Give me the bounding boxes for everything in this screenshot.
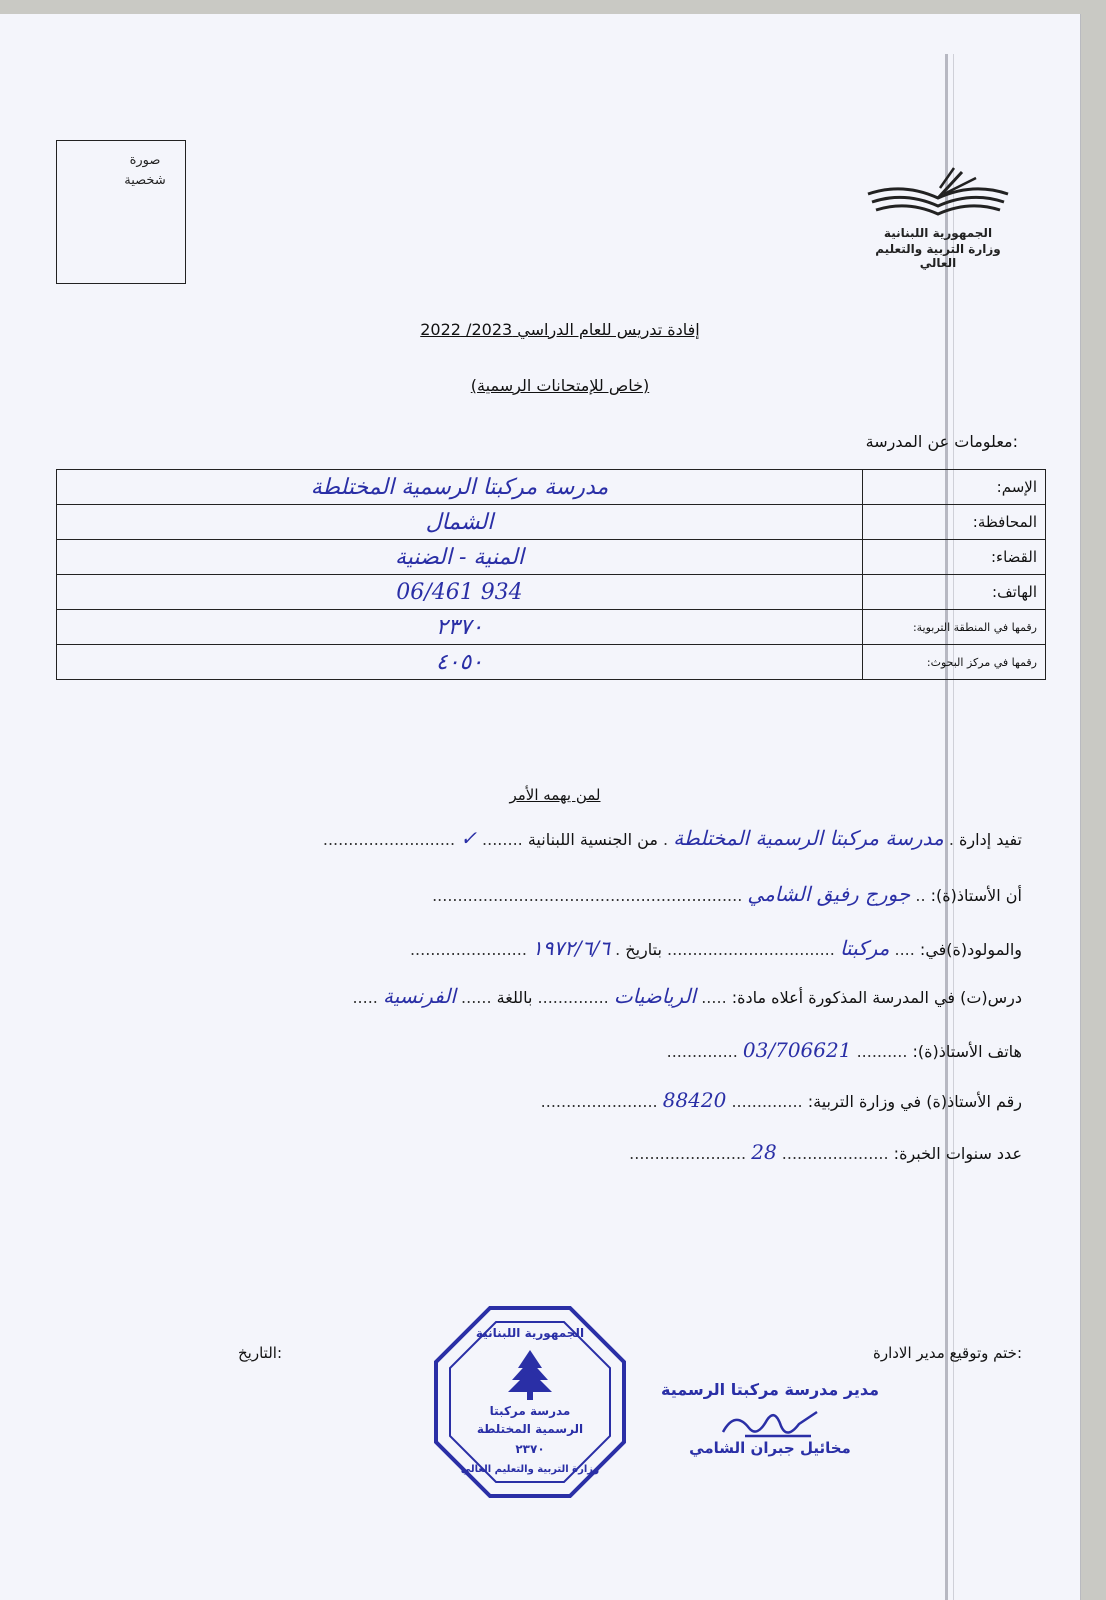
- birth-date-label: بتاريخ: [625, 940, 662, 959]
- ministry-number-line: رقم الأستاذ(ة) في وزارة التربية: .............. 88420 .......................: [540, 1088, 1022, 1112]
- teacher-phone-line: هاتف الأستاذ(ة): .......... 03/706621 ..............: [666, 1038, 1022, 1062]
- school-handwritten: مدرسة مركبتا الرسمية المختلطة: [673, 826, 944, 850]
- stamp-school-line2: الرسمية المختلطة: [476, 1422, 584, 1436]
- table-row: [57, 470, 1046, 505]
- experience-value: 28: [751, 1140, 777, 1164]
- handwritten-signature: [715, 1402, 825, 1446]
- teacher-line: أن الأستاذ(ة): .. جورج رفيق الشامي .............................................................: [432, 882, 1022, 906]
- phone-label: الهاتف:: [863, 575, 1046, 610]
- stamp-top-text: الجمهورية اللبنانية: [475, 1326, 585, 1340]
- teacher-name: جورج رفيق الشامي: [747, 882, 911, 906]
- birth-date: ١٩٧٢/٦/٦: [532, 936, 610, 960]
- experience-label: عدد سنوات الخبرة:: [893, 1144, 1022, 1163]
- stamp-bottom-text: وزارة التربية والتعليم العالي: [460, 1464, 600, 1475]
- teacher-phone-label: هاتف الأستاذ(ة):: [912, 1042, 1022, 1061]
- school-info-table: [56, 469, 1046, 680]
- stamp-number: ٢٣٧٠: [515, 1442, 545, 1456]
- district-value: المنية - الضنية: [57, 540, 863, 575]
- ministry-logo: [858, 164, 1018, 270]
- experience-line: عدد سنوات الخبرة: ..................... 28 .......................: [629, 1140, 1022, 1164]
- nationality-check: ✓: [460, 826, 477, 850]
- director-signature-block: [650, 1380, 890, 1457]
- school-section-heading: معلومات عن المدرسة:: [865, 432, 1018, 451]
- school-name-label: الإسم:: [863, 470, 1046, 505]
- governorate-value: الشمال: [57, 505, 863, 540]
- ministry-label: وزارة التربية والتعليم العالي: [875, 242, 1001, 270]
- phone-value: 06/461 934: [57, 575, 863, 610]
- language-label: باللغة: [496, 988, 533, 1007]
- research-number-value: ٤٠٥٠: [57, 645, 863, 680]
- official-stamp: [432, 1304, 628, 1500]
- teacher-phone-value: 03/706621: [742, 1038, 852, 1062]
- table-row: [57, 610, 1046, 645]
- ministry-number-label: رقم الأستاذ(ة) في وزارة التربية:: [807, 1092, 1022, 1111]
- document-subtitle: (خاص للإمتحانات الرسمية): [470, 376, 650, 395]
- table-row: [57, 575, 1046, 610]
- to-whom-heading: لمن يهمه الأمر: [509, 786, 601, 804]
- language-value: الفرنسية: [382, 984, 456, 1008]
- table-row: [57, 540, 1046, 575]
- director-name: مخائيل جبران الشامي: [689, 1439, 851, 1457]
- birth-place: مركبتا: [839, 936, 890, 960]
- governorate-label: المحافظة:: [863, 505, 1046, 540]
- teacher-prefix: أن الأستاذ(ة):: [930, 886, 1022, 905]
- stamp-school-line1: مدرسة مركبتا: [489, 1404, 571, 1418]
- document-title: إفادة تدريس للعام الدراسي 2023/ 2022: [420, 320, 700, 339]
- birth-prefix: والمولود(ة)في:: [919, 940, 1022, 959]
- subject-value: الرياضيات: [613, 984, 697, 1008]
- subject-prefix: درس(ت) في المدرسة المذكورة أعلاه مادة:: [731, 988, 1022, 1007]
- research-number-label: رقمها في مركز البحوث:: [863, 645, 1046, 680]
- photo-label: صورة شخصية: [124, 153, 166, 188]
- ministry-number-value: 88420: [662, 1088, 727, 1112]
- zone-number-value: ٢٣٧٠: [57, 610, 863, 645]
- subject-line: درس(ت) في المدرسة المذكورة أعلاه مادة: ..... الرياضيات .............. باللغة ...... الفرنسية .....: [352, 984, 1022, 1008]
- open-book-icon: [858, 164, 1018, 224]
- certify-line: تفيد إدارة . مدرسة مركبتا الرسمية المختلطة . من الجنسية اللبنانية ........ ✓ ..........................: [322, 826, 1022, 850]
- table-row: [57, 645, 1046, 680]
- photo-box: [56, 140, 186, 284]
- stamp-signature-label: ختم وتوقيع مدير الادارة:: [872, 1344, 1022, 1362]
- birth-line: والمولود(ة)في: .... مركبتا ................................. بتاريخ . ١٩٧٢/٦/٦ .......................: [409, 936, 1022, 960]
- director-title: مدير مدرسة مركبتا الرسمية: [661, 1380, 879, 1399]
- school-name-value: مدرسة مركبتا الرسمية المختلطة: [57, 470, 863, 505]
- table-row: [57, 505, 1046, 540]
- nationality-label: من الجنسية اللبنانية: [527, 830, 658, 849]
- certify-prefix: تفيد إدارة: [959, 830, 1022, 849]
- date-label: التاريخ:: [238, 1344, 282, 1362]
- zone-number-label: رقمها في المنطقة التربوية:: [863, 610, 1046, 645]
- document-page: [0, 14, 1081, 1600]
- cedar-tree-icon: [508, 1350, 552, 1400]
- republic-label: الجمهورية اللبنانية: [883, 226, 993, 240]
- district-label: القضاء:: [863, 540, 1046, 575]
